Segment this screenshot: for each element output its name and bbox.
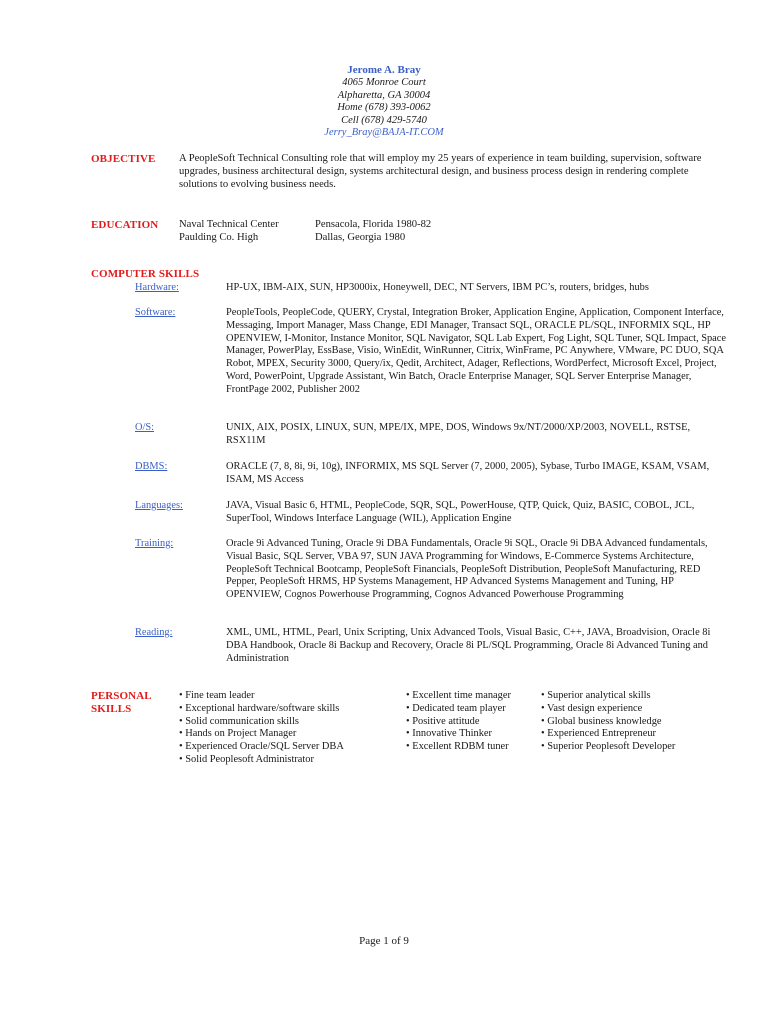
list-item: • Solid Peoplesoft Administrator: [179, 753, 314, 765]
list-item: • Dedicated team player: [406, 702, 506, 714]
list-item: • Fine team leader: [179, 690, 255, 701]
address-line-2: Alpharetta, GA 30004: [337, 89, 431, 101]
computer-skills-heading: COMPUTER SKILLS: [91, 268, 200, 280]
skills-heading: SKILLS: [91, 703, 132, 715]
list-item: • Hands on Project Manager: [179, 728, 297, 740]
list-item: • Solid communication skills: [179, 715, 299, 727]
list-item: • Positive attitude: [406, 715, 480, 727]
cell-phone: Cell (678) 429-5740: [341, 114, 427, 126]
list-item: • Excellent RDBM tuner: [406, 741, 509, 753]
objective-heading: OBJECTIVE: [91, 153, 156, 165]
skill-text-os: UNIX, AIX, POSIX, LINUX, SUN, MPE/IX, MPE, DOS, Windows 9x/NT/2000/XP/2003, NOVELL, RSTSE, RSX11M: [226, 422, 691, 446]
personal-skills-col-3: [541, 690, 675, 754]
list-item: • Exceptional hardware/software skills: [179, 702, 340, 714]
home-phone: Home (678) 393-0062: [337, 102, 431, 114]
skill-label-reading[interactable]: Reading:: [135, 627, 173, 638]
education-place-1: Pensacola, Florida 1980-82: [315, 219, 432, 230]
skill-text-training: Oracle 9i Advanced Tuning, Oracle 9i DBA Fundamentals, Oracle 9i SQL, Oracle 9i DBA Advanced fundamentals, Visual Basic, SQL Server, VBA 97, SUN JAVA Programming for Windows, E-Commerce Systems Architecture, PeopleSoft Technical Bootcamp, PeopleSoft Financials, PeopleSoft Distribution, PeopleSoft Manufacturing, RED Pepper, PeopleSoft HRMS, HP Systems Management, HP Advanced Systems Management and Tuning, HP OPENVIEW, Cognos Powerhouse Programming, Cognos Advanced Powerhouse Programming: [226, 538, 708, 601]
objective-text: A PeopleSoft Technical Consulting role that will employ my 25 years of experience in team building, supervision, software upgrades, business architectural design, systems architectural design, and business process design in rendering complete solutions to evolving business needs.: [179, 153, 702, 190]
skill-text-software: PeopleTools, PeopleCode, QUERY, Crystal, Integration Broker, Application Engine, Application, Component Interface, Messaging, Import Manager, Mass Change, EDI Manager, Transact SQL, ORACLE PL/SQL, INFORMIX SQL, HP OPENVIEW, I-Monitor, Instance Monitor, SQL Navigator, SQL Lab Expert, Fog Light, SQL Tuner, SQL Impact, Space Manager, PowerPlay, EssBase, Visio, WinEdit, WinRunner, Citrix, WinFrame, PC Anywhere, VMware, PC DUO, SQA Robot, MPEX, Security 3000, Query/ix, Qedit, Architect, Adager, Reflections, WordPerfect, Microsoft Excel, Project, Word, PowerPoint, Upgrade Assistant, Win Batch, Oracle Enterprise Manager, SQL Server Enterprise Manager, FrontPage 2002, Publisher 2002: [226, 307, 726, 395]
skill-label-hardware[interactable]: Hardware:: [135, 282, 179, 293]
candidate-name: Jerome A. Bray: [347, 64, 421, 76]
personal-skills-col-2: [406, 690, 511, 754]
list-item: • Innovative Thinker: [406, 728, 492, 740]
page-number: Page 1 of 9: [359, 935, 409, 947]
education-place-2: Dallas, Georgia 1980: [315, 232, 406, 243]
education-school-1: Naval Technical Center: [179, 219, 279, 230]
skill-label-languages[interactable]: Languages:: [135, 500, 183, 511]
contact-header: [0, 64, 768, 140]
skill-text-dbms: ORACLE (7, 8, 8i, 9i, 10g), INFORMIX, MS SQL Server (7, 2000, 2005), Sybase, Turbo IMAGE, KSAM, VSAM, ISAM, MS Access: [226, 461, 710, 485]
skill-text-hardware: HP-UX, IBM-AIX, SUN, HP3000ix, Honeywell, DEC, NT Servers, IBM PC’s, routers, bridges, hubs: [226, 282, 649, 293]
list-item: • Experienced Entrepreneur: [541, 728, 656, 740]
list-item: • Excellent time manager: [406, 690, 511, 701]
list-item: • Global business knowledge: [541, 715, 662, 727]
education-heading: EDUCATION: [91, 219, 159, 231]
list-item: • Vast design experience: [541, 702, 643, 714]
address-line-1: 4065 Monroe Court: [342, 77, 426, 88]
skill-label-os[interactable]: O/S:: [135, 422, 155, 433]
list-item: • Superior Peoplesoft Developer: [541, 741, 676, 753]
list-item: • Superior analytical skills: [541, 690, 651, 701]
skill-label-training[interactable]: Training:: [135, 538, 174, 549]
skill-text-languages: JAVA, Visual Basic 6, HTML, PeopleCode, SQR, SQL, PowerHouse, QTP, Quick, Quiz, BASIC, COBOL, JCL, SuperTool, Windows Interface Language (WIL), Application Engine: [226, 500, 695, 524]
personal-heading: PERSONAL: [91, 690, 152, 702]
education-school-2: Paulding Co. High: [179, 232, 259, 243]
personal-skills-col-1: [179, 690, 344, 767]
list-item: • Experienced Oracle/SQL Server DBA: [179, 741, 344, 753]
email-link[interactable]: Jerry_Bray@BAJA-IT.COM: [324, 127, 444, 139]
skill-text-reading: XML, UML, HTML, Pearl, Unix Scripting, Unix Advanced Tools, Visual Basic, C++, JAVA, Broadvision, Oracle 8i DBA Handbook, Oracle 8i Backup and Recovery, Oracle 8i PL/SQL Programming, Oracle 8i Advanced Tuning and Administration: [226, 627, 711, 664]
skill-label-software[interactable]: Software:: [135, 307, 176, 318]
skill-label-dbms[interactable]: DBMS:: [135, 461, 168, 472]
